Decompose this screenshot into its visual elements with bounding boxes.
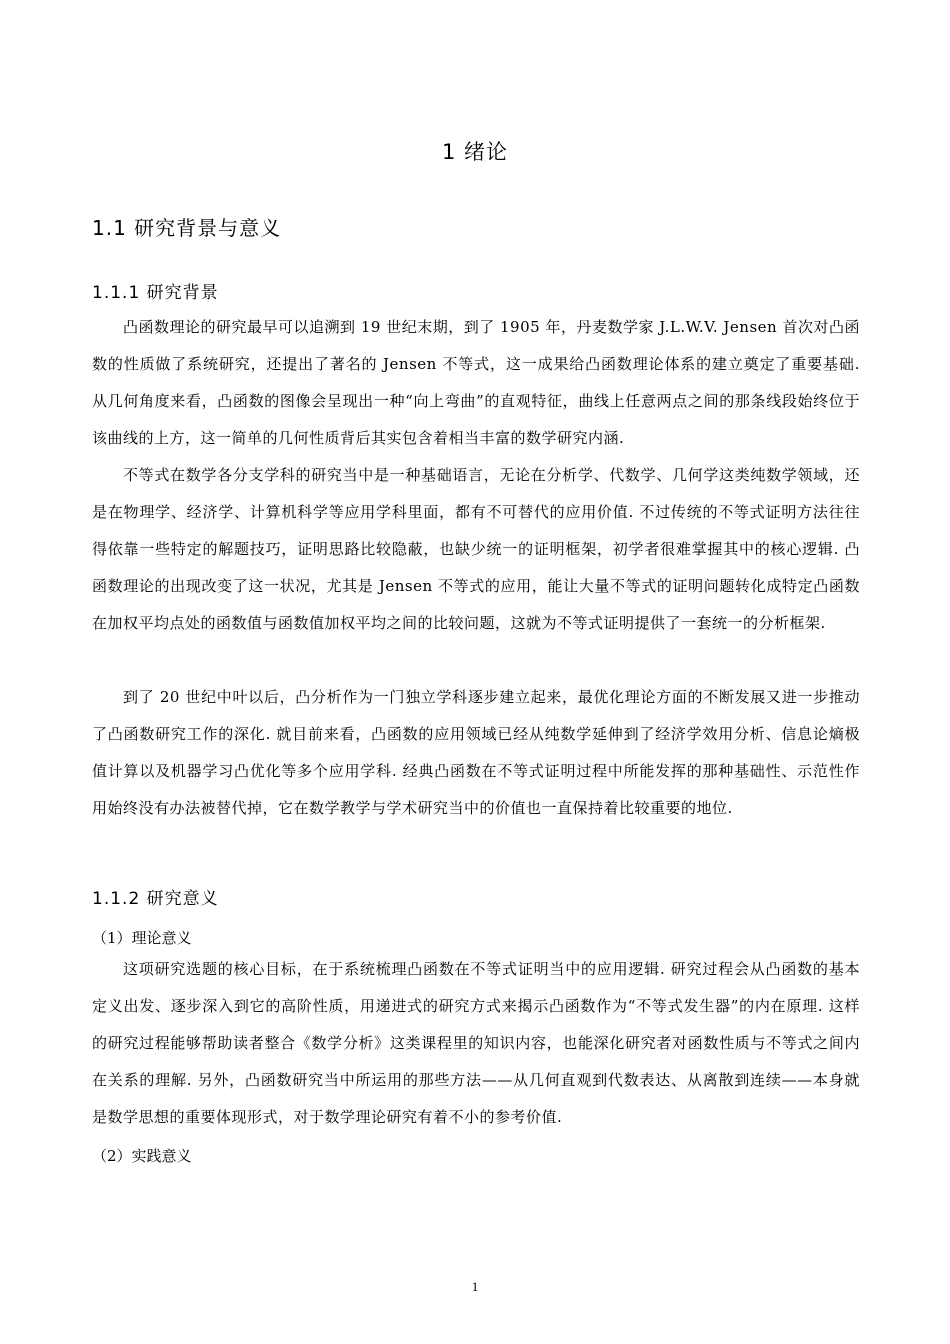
paragraph-theory: 这项研究选题的核心目标，在于系统梳理凸函数在不等式证明当中的应用逻辑. 研究过程会从凸函数的基本定义出发、逐步深入到它的高阶性质，用递进式的研究方式来揭示凸函数作为“不等式发生器”的内在原理. 这样的研究过程能够帮助读者整合《数学分析》这类课程里的知识内容，也能深化研究者对函数性质与不等式之间内在关系的理解. 另外，凸函数研究当中所运用的那些方法——从几何直观到代数表达、从离散到连续——本身就是数学思想的重要体现形式，对于数学理论研究有着不小的参考价值. <box>92 960 860 1126</box>
section-heading: 1.1 研究背景与意义 <box>92 216 282 240</box>
chapter-title: 1 绪论 <box>441 140 509 164</box>
theory-significance-label: （1）理论意义 <box>92 929 192 947</box>
paragraph-background-3: 到了 20 世纪中叶以后，凸分析作为一门独立学科逐步建立起来，最优化理论方面的不断发展又进一步推动了凸函数研究工作的深化. 就目前来看，凸函数的应用领域已经从纯数学延伸到了经济学效用分析、信息论熵极值计算以及机器学习凸优化等多个应用学科. 经典凸函数在不等式证明过程中所能发挥的那种基础性、示范性作用始终没有办法被替代掉，它在数学教学与学术研究当中的价值也一直保持着比较重要的地位. <box>92 688 860 817</box>
page-number: 1 <box>471 1279 479 1294</box>
practice-significance-label: （2）实践意义 <box>92 1147 192 1165</box>
subsection-heading-significance: 1.1.2 研究意义 <box>92 889 219 909</box>
subsection-heading-background: 1.1.1 研究背景 <box>92 283 219 303</box>
paragraph-background-1: 凸函数理论的研究最早可以追溯到 19 世纪末期，到了 1905 年，丹麦数学家 J.L.W.V. Jensen 首次对凸函数的性质做了系统研究，还提出了著名的 Jensen 不等式，这一成果给凸函数理论体系的建立奠定了重要基础. 从几何角度来看，凸函数的图像会呈现出一种“向上弯曲”的直观特征，曲线上任意两点之间的那条线段始终位于该曲线的上方，这一简单的几何性质背后其实包含着相当丰富的数学研究内涵. <box>92 318 860 447</box>
paragraph-background-2: 不等式在数学各分支学科的研究当中是一种基础语言，无论在分析学、代数学、几何学这类纯数学领域，还是在物理学、经济学、计算机科学等应用学科里面，都有不可替代的应用价值. 不过传统的不等式证明方法往往得依靠一些特定的解题技巧，证明思路比较隐蔽，也缺少统一的证明框架，初学者很难掌握其中的核心逻辑. 凸函数理论的出现改变了这一状况，尤其是 Jensen 不等式的应用，能让大量不等式的证明问题转化成特定凸函数在加权平均点处的函数值与函数值加权平均之间的比较问题，这就为不等式证明提供了一套统一的分析框架. <box>92 466 860 632</box>
